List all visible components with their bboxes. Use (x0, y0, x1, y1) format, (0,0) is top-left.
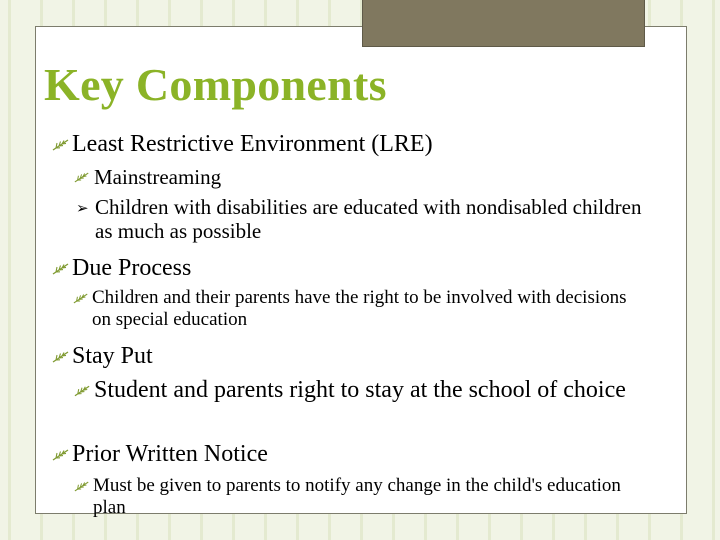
bullet-text: Children and their parents have the right to be involved with decisions on special education (92, 287, 627, 331)
bullet-mainstreaming (74, 165, 221, 189)
bullet-children-educated (76, 195, 646, 244)
bullet-due-process (52, 255, 191, 283)
bullet-text: Stay Put (72, 343, 153, 369)
feather-bullet-icon (74, 481, 93, 492)
bullet-text: Children with disabilities are educated with nondisabled children as much as possible (95, 195, 642, 244)
bullet-text: Due Process (72, 255, 192, 281)
bullet-must-be-given (74, 475, 634, 519)
bullet-right-to-be-involved (73, 287, 643, 331)
bullet-stay-put (52, 343, 153, 371)
feather-bullet-icon (52, 449, 72, 461)
decorative-tab (362, 0, 645, 47)
arrow-bullet-icon: ➢ (76, 199, 89, 217)
bullet-text: Student and parents right to stay at the school of choice (94, 377, 626, 403)
bullet-text: Must be given to parents to notify any change in the child's education plan (93, 475, 621, 519)
bullet-lre (52, 131, 433, 159)
bullet-text: Least Restrictive Environment (LRE) (72, 131, 433, 157)
feather-bullet-icon (52, 139, 72, 151)
slide-title: Key Components (44, 59, 387, 110)
bullet-prior-written-notice (52, 441, 268, 469)
feather-bullet-icon (52, 351, 72, 363)
bullet-stay-at-school (74, 377, 634, 405)
bullet-text: Mainstreaming (94, 165, 222, 189)
feather-bullet-icon (52, 263, 72, 275)
bullet-text: Prior Written Notice (72, 441, 268, 467)
feather-bullet-icon (74, 385, 94, 397)
feather-bullet-icon (74, 172, 94, 183)
feather-bullet-icon (73, 293, 92, 304)
